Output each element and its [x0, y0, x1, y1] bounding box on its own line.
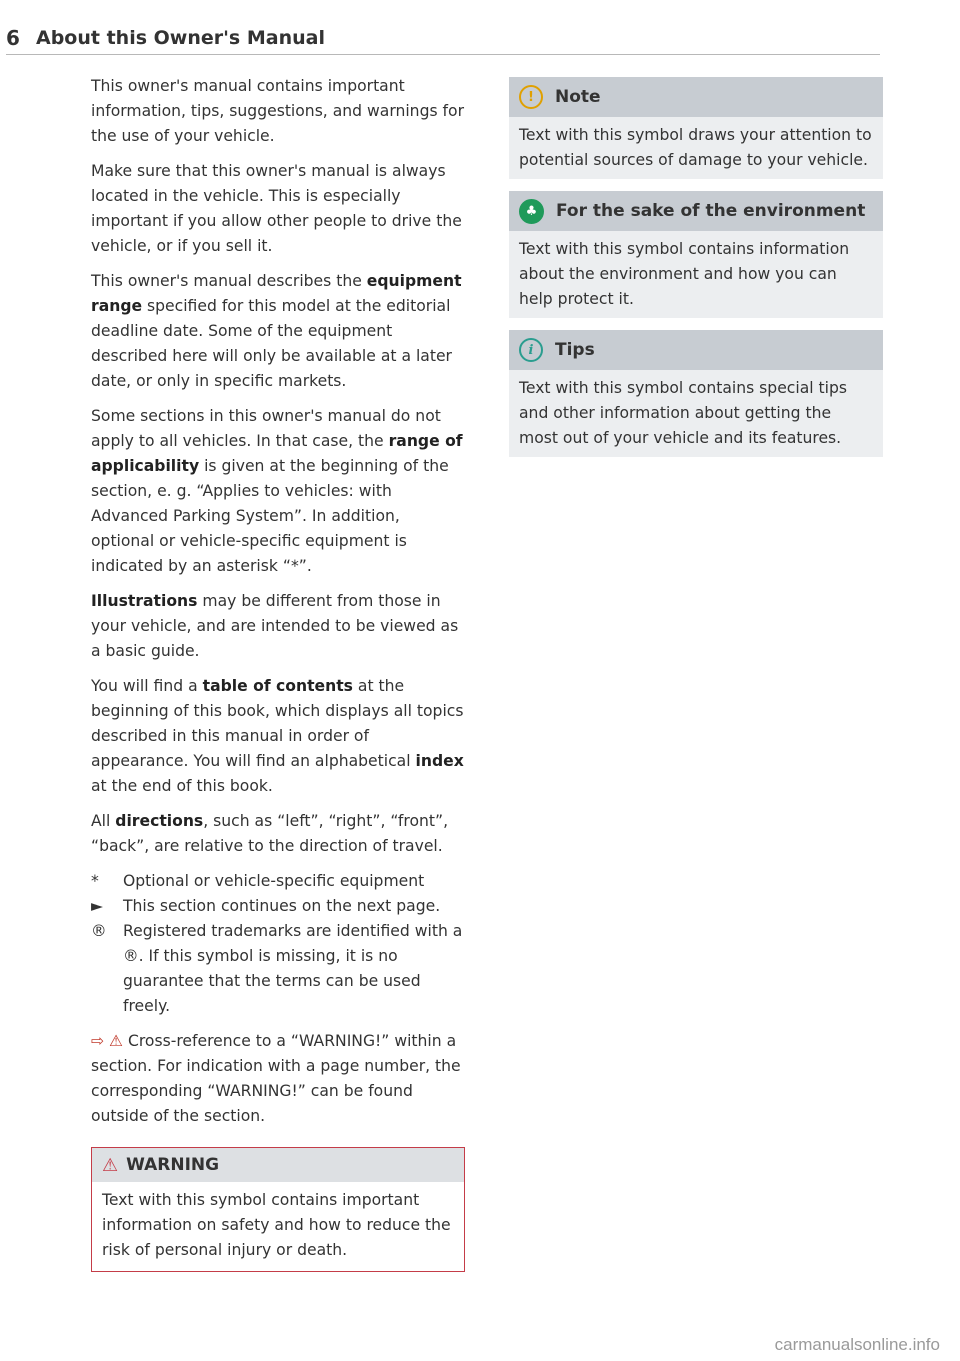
- note-text: Text with this symbol draws your attention to potential sources of damage to your vehicle.: [519, 126, 872, 169]
- paragraph-cross-reference: ⇨ ⚠ Cross-reference to a “WARNING!” within a section. For indication with a page number, the corresponding “WARNING!” can be found outside of the section.: [91, 1032, 461, 1125]
- environment-text: Text with this symbol contains information about the environment and how you can help protect it.: [519, 240, 850, 308]
- tree-icon: ♣: [519, 199, 544, 224]
- page-header: [6, 24, 880, 55]
- continue-arrow-icon: ►: [91, 897, 103, 915]
- paragraph-applicability: Some sections in this owner's manual do not apply to all vehicles. In that case, the range of applicability is given at the beginning of the section, e. g. “Applies to vehicles: with Advanced Parking System”. In addition, optional or vehicle-specific equipment is indicated by an asterisk “*”.: [91, 407, 463, 575]
- page-title: About this Owner's Manual: [36, 27, 325, 49]
- paragraph-intro: This owner's manual contains important information, tips, suggestions, and warnings for the use of your vehicle.: [91, 77, 464, 145]
- left-column: [91, 74, 467, 1272]
- right-column: [509, 77, 883, 469]
- warning-text: Text with this symbol contains important information on safety and how to reduce the risk of personal injury or death.: [102, 1191, 451, 1259]
- watermark: carmanualsonline.info: [774, 1335, 940, 1354]
- warning-box: [91, 1147, 465, 1272]
- environment-title: For the sake of the environment: [556, 201, 866, 221]
- legend-item: * Optional or vehicle-specific equipment: [91, 869, 467, 894]
- note-title: Note: [555, 87, 601, 107]
- info-icon: i: [519, 338, 543, 362]
- page-number: 6: [6, 26, 20, 50]
- environment-box: [509, 191, 883, 318]
- exclamation-icon: !: [519, 85, 543, 109]
- cross-reference-icon: ⇨ ⚠: [91, 1032, 124, 1050]
- symbol-legend: [91, 869, 467, 1019]
- legend-item: ® Registered trademarks are identified with a ®. If this symbol is missing, it is no guarantee that the terms can be used freely.: [91, 919, 467, 1019]
- tips-box: [509, 330, 883, 457]
- paragraph-illustrations: Illustrations may be different from those in your vehicle, and are intended to be viewed as a basic guide.: [91, 592, 459, 660]
- note-box: [509, 77, 883, 179]
- paragraph-directions: All directions, such as “left”, “right”, “front”, “back”, are relative to the direction of travel.: [91, 812, 449, 855]
- paragraph-contents: You will find a table of contents at the beginning of this book, which displays all topics described in this manual in order of appearance. You will find an alphabetical index at the end of this book.: [91, 677, 464, 795]
- tips-text: Text with this symbol contains special tips and other information about getting the most out of your vehicle and its features.: [519, 379, 848, 447]
- asterisk-icon: *: [91, 872, 99, 890]
- tips-title: Tips: [555, 340, 595, 360]
- paragraph-location: Make sure that this owner's manual is always located in the vehicle. This is especially important if you allow other people to drive the vehicle, or if you sell it.: [91, 162, 462, 255]
- legend-item: ► This section continues on the next page.: [91, 894, 467, 919]
- warning-triangle-icon: ⚠: [102, 1154, 119, 1176]
- paragraph-equipment: This owner's manual describes the equipment range specified for this model at the editorial deadline date. Some of the equipment described here will only be available at a later date, or only in specific markets.: [91, 272, 462, 390]
- registered-icon: ®: [91, 922, 107, 940]
- warning-title: WARNING: [126, 1154, 220, 1175]
